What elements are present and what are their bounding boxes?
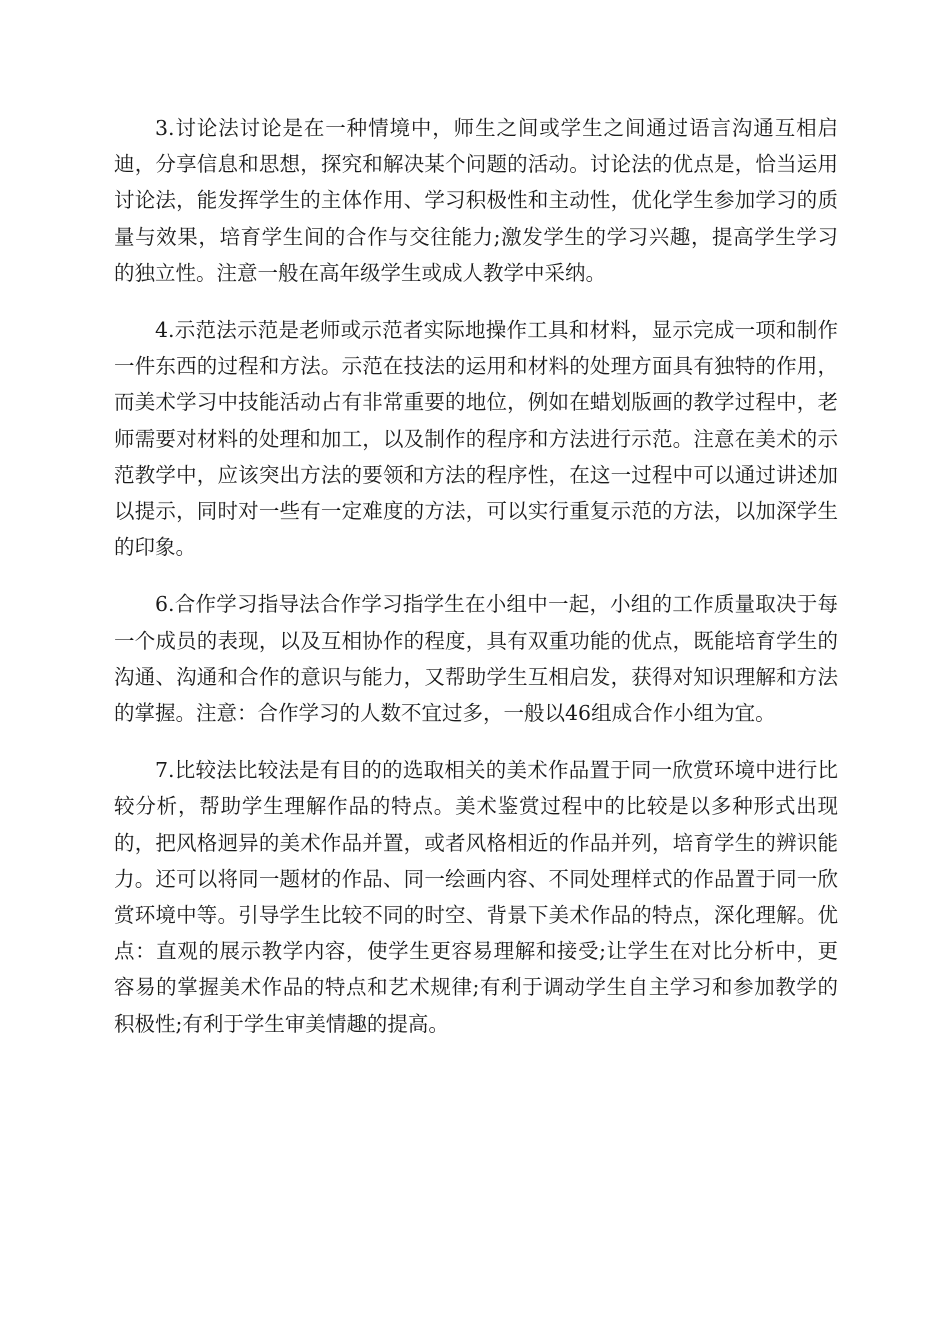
- paragraph-cooperative-learning-method: 6.合作学习指导法合作学习指学生在小组中一起，小组的工作质量取决于每一个成员的表现，以及互相协作的程度，具有双重功能的优点，既能培育学生的沟通、沟通和合作的意识与能力，又帮助学生互相启发，获得对知识理解和方法的掌握。注意：合作学习的人数不宜过多，一般以46组成合作小组为宜。: [114, 592, 838, 726]
- document-body: [114, 110, 838, 1063]
- paragraph-demonstration-method: 4.示范法示范是老师或示范者实际地操作工具和材料，显示完成一项和制作一件东西的过程和方法。示范在技法的运用和材料的处理方面具有独特的作用，而美术学习中技能活动占有非常重要的地位，例如在蜡划版画的教学过程中，老师需要对材料的处理和加工，以及制作的程序和方法进行示范。注意在美术的示范教学中，应该突出方法的要领和方法的程序性，在这一过程中可以通过讲述加以提示，同时对一些有一定难度的方法，可以实行重复示范的方法，以加深学生的印象。: [114, 318, 838, 560]
- paragraph-discussion-method: 3.讨论法讨论是在一种情境中，师生之间或学生之间通过语言沟通互相启迪，分享信息和思想，探究和解决某个问题的活动。讨论法的优点是，恰当运用讨论法，能发挥学生的主体作用、学习积极性和主动性，优化学生参加学习的质量与效果，培育学生间的合作与交往能力;激发学生的学习兴趣，提高学生学习的独立性。注意一般在高年级学生或成人教学中采纳。: [114, 116, 838, 285]
- paragraph-comparison-method: 7.比较法比较法是有目的的选取相关的美术作品置于同一欣赏环境中进行比较分析，帮助学生理解作品的特点。美术鉴赏过程中的比较是以多种形式出现的，把风格迥异的美术作品并置，或者风格相近的作品并列，培育学生的辨识能力。还可以将同一题材的作品、同一绘画内容、不同处理样式的作品置于同一欣赏环境中等。引导学生比较不同的时空、背景下美术作品的特点，深化理解。优点：直观的展示教学内容，使学生更容易理解和接受;让学生在对比分析中，更容易的掌握美术作品的特点和艺术规律;有利于调动学生自主学习和参加教学的积极性;有利于学生审美情趣的提高。: [114, 758, 838, 1036]
